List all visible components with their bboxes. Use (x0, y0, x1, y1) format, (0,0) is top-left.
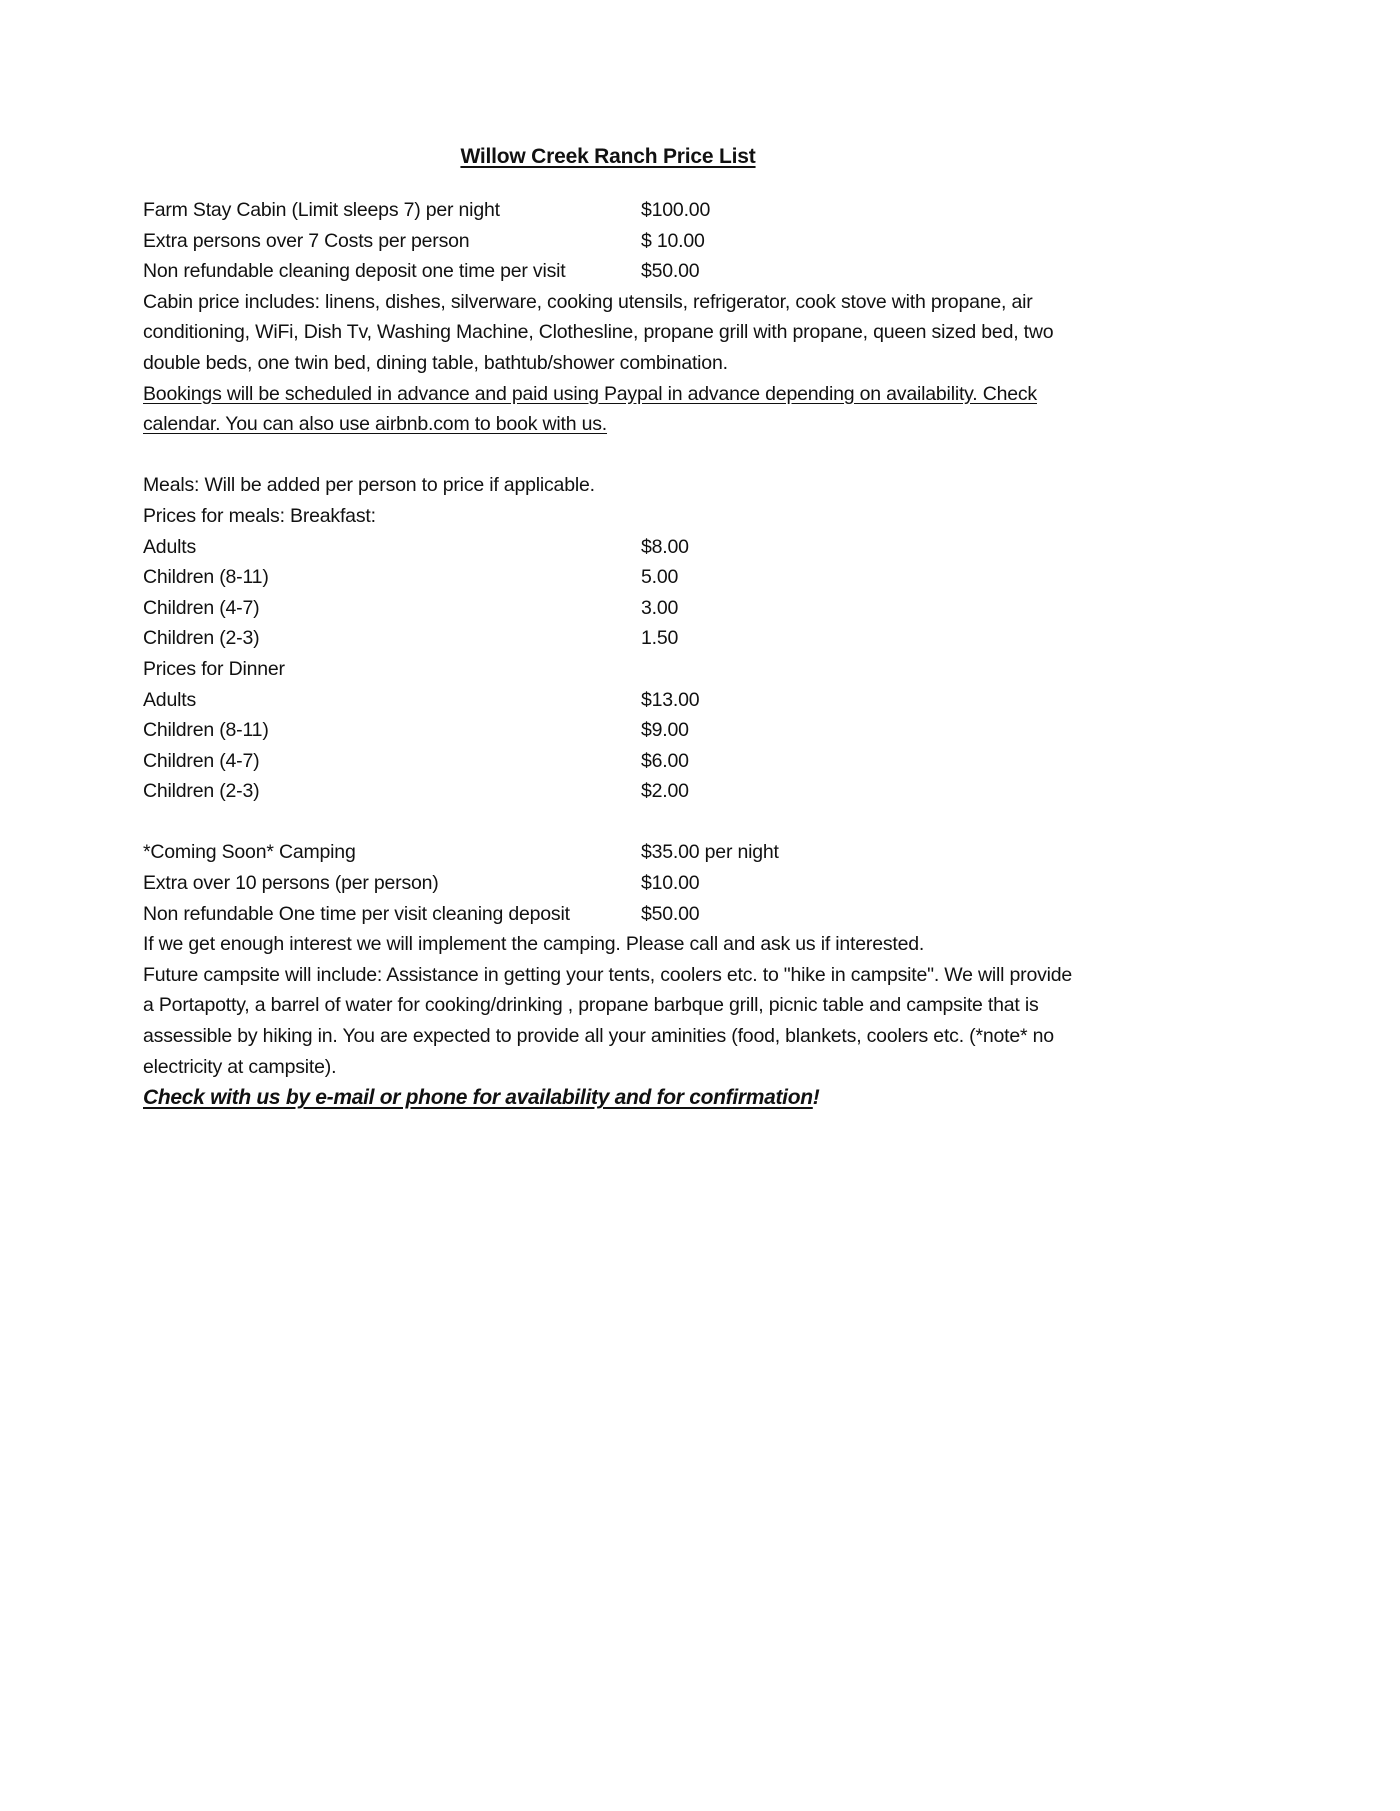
meals-section (143, 470, 1143, 807)
document-content (143, 140, 1143, 1114)
breakfast-row (143, 562, 1143, 593)
dinner-row (143, 746, 1143, 777)
cabin-includes-text: Cabin price includes: linens, dishes, silverware, cooking utensils, refrigerator, cook stove with propane, air conditioning, WiFi, Dish Tv, Washing Machine, Clothesline, propane grill with propane, queen sized bed, two double beds, one twin bed, dining table, bathtub/shower combination. (143, 290, 1054, 374)
price-label: Adults (143, 535, 196, 558)
dinner-heading: Prices for Dinner (143, 657, 285, 680)
price-row (143, 256, 1143, 287)
price-value: $50.00 (641, 260, 700, 283)
breakfast-row (143, 623, 1143, 654)
price-label: Children (8-11) (143, 566, 269, 589)
price-label: Children (4-7) (143, 596, 260, 619)
price-value: $50.00 (641, 902, 700, 925)
breakfast-row (143, 593, 1143, 624)
price-value: 1.50 (641, 627, 679, 650)
price-value: $6.00 (641, 749, 689, 772)
price-label: Extra over 10 persons (per person) (143, 872, 439, 895)
price-value: $10.00 (641, 872, 700, 895)
future-campsite-text: Future campsite will include: Assistance in getting your tents, coolers etc. to "hike in campsite". We will provide a Portapotty, a barrel of water for cooking/drinking , propane barbque grill, picnic table and campsite that is assessible by hiking in. You are expected to provide all your aminities (food, blankets, coolers etc. (*note* no electricity at campsite). (143, 963, 1073, 1078)
price-label: Children (2-3) (143, 780, 260, 803)
price-value: $9.00 (641, 719, 689, 742)
camping-row (143, 868, 1143, 899)
page-title: Willow Creek Ranch Price List (460, 145, 756, 168)
price-value: $13.00 (641, 688, 700, 711)
camping-interest-note: If we get enough interest we will implement the camping. Please call and ask us if interested. (143, 933, 925, 956)
spacer (143, 807, 1143, 838)
call-to-action-suffix: ! (812, 1086, 820, 1110)
price-label: Children (2-3) (143, 627, 260, 650)
camping-row (143, 899, 1143, 930)
camping-row (143, 837, 1143, 868)
price-value: 3.00 (641, 596, 679, 619)
price-label: Children (8-11) (143, 719, 269, 742)
camping-section (143, 837, 1143, 1082)
call-to-action-text: Check with us by e-mail or phone for availability and for confirmation (143, 1086, 813, 1110)
price-label: Children (4-7) (143, 749, 260, 772)
price-label: Farm Stay Cabin (Limit sleeps 7) per night (143, 199, 500, 221)
price-value: $ 10.00 (641, 229, 705, 252)
dinner-row (143, 685, 1143, 716)
price-value: $2.00 (641, 780, 689, 803)
price-label: Adults (143, 688, 196, 711)
price-value: $35.00 per night (641, 841, 779, 864)
booking-note: Bookings will be scheduled in advance and paid using Paypal in advance depending on availability. Check calendar. You can also use airbnb.com to book with us. (143, 382, 1037, 436)
price-row (143, 226, 1143, 257)
price-label: Non refundable One time per visit cleaning deposit (143, 902, 570, 925)
price-value: $100.00 (641, 199, 711, 221)
breakfast-row (143, 532, 1143, 563)
dinner-row (143, 776, 1143, 807)
breakfast-heading: Prices for meals: Breakfast: (143, 504, 376, 527)
price-label: *Coming Soon* Camping (143, 841, 356, 864)
cabin-price-section (143, 195, 1143, 440)
call-to-action (143, 1082, 1143, 1114)
price-label: Extra persons over 7 Costs per person (143, 229, 470, 252)
spacer (143, 440, 1143, 471)
price-label: Non refundable cleaning deposit one time per visit (143, 260, 566, 283)
price-row (143, 195, 1143, 226)
meals-intro: Meals: Will be added per person to price if applicable. (143, 474, 595, 497)
dinner-row (143, 715, 1143, 746)
price-value: $8.00 (641, 535, 689, 558)
price-value: 5.00 (641, 566, 679, 589)
